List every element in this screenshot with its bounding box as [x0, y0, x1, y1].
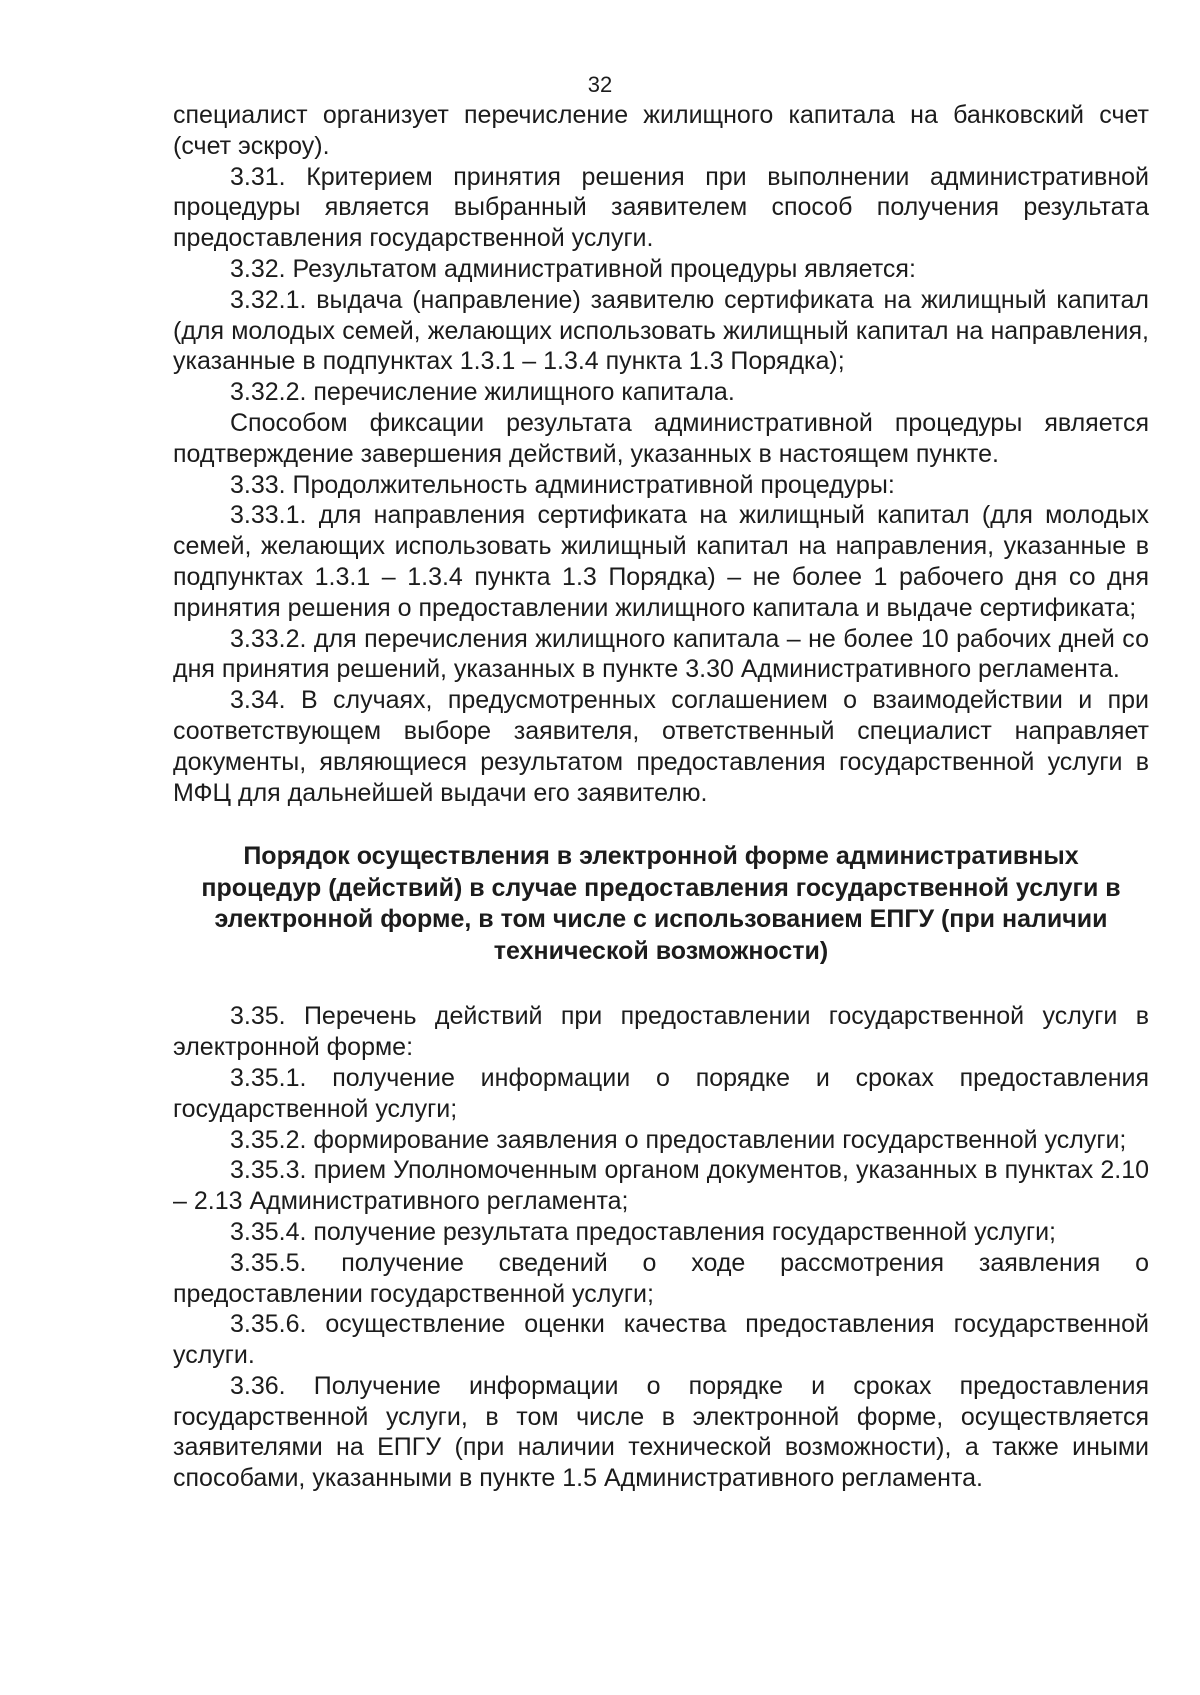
- paragraph-3-33: 3.33. Продолжительность административной процедуры:: [230, 470, 895, 499]
- paragraph-3-34: 3.34. В случаях, предусмотренных соглашением о взаимодействии и при соответствующем выборе заявителя, ответственный специалист направляет документы, являющиеся результатом предоставления государственной услуги в МФЦ для дальнейшей выдачи его заявителю.: [173, 686, 1149, 807]
- paragraph-3-31: 3.31. Критерием принятия решения при выполнении административной процедуры является выбранный заявителем способ получения результата предоставления государственной услуги.: [173, 162, 1149, 253]
- paragraph-3-33-1: 3.33.1. для направления сертификата на жилищный капитал (для молодых семей, желающих использовать жилищный капитал на направления, указанные в подпунктах 1.3.1 – 1.3.4 пункта 1.3 Порядка) – не более 1 рабочего дня со дня принятия решения о предоставлении жилищного капитала и выдаче сертификата;: [173, 501, 1149, 622]
- paragraph-3-35-6: 3.35.6. осуществление оценки качества предоставления государственной услуги.: [173, 1310, 1149, 1370]
- paragraph-3-35-5: 3.35.5. получение сведений о ходе рассмотрения заявления о предоставлении государственной услуги;: [173, 1248, 1149, 1308]
- paragraph-3-35-1: 3.35.1. получение информации о порядке и сроках предоставления государственной услуги;: [173, 1063, 1149, 1123]
- paragraph-3-35-3: 3.35.3. прием Уполномоченным органом документов, указанных в пунктах 2.10 – 2.13 Административного регламента;: [173, 1156, 1149, 1216]
- paragraph-3-35-4: 3.35.4. получение результата предоставления государственной услуги;: [230, 1217, 1056, 1246]
- section-heading: Порядок осуществления в электронной форме административных процедур (действий) в случае предоставления государственной услуги в электронной форме, в том числе с использованием ЕПГУ (при наличии технической возможности): [201, 842, 1121, 965]
- paragraph-3-35-2: 3.35.2. формирование заявления о предоставлении государственной услуги;: [230, 1125, 1127, 1154]
- paragraph-3-35: 3.35. Перечень действий при предоставлении государственной услуги в электронной форме:: [173, 1002, 1149, 1062]
- paragraph-3-33-2: 3.33.2. для перечисления жилищного капитала – не более 10 рабочих дней со дня принятия решений, указанных в пункте 3.30 Административного регламента.: [173, 624, 1149, 684]
- paragraph-3-32-2: 3.32.2. перечисление жилищного капитала.: [230, 378, 735, 407]
- paragraph-3-32: 3.32. Результатом административной процедуры является:: [230, 254, 916, 283]
- paragraph-continuation: специалист организует перечисление жилищного капитала на банковский счет (счет эскроу).: [173, 101, 1149, 160]
- paragraph-3-36: 3.36. Получение информации о порядке и сроках предоставления государственной услуги, в том числе в электронной форме, осуществляется заявителями на ЕПГУ (при наличии технической возможности), а также иными способами, указанными в пункте 1.5 Административного регламента.: [173, 1371, 1149, 1493]
- paragraph-fixation-method: Способом фиксации результата административной процедуры является подтверждение завершения действий, указанных в настоящем пункте.: [173, 408, 1149, 468]
- page-number: 32: [587, 72, 613, 97]
- document-body: [173, 100, 1149, 1494]
- paragraph-3-32-1: 3.32.1. выдача (направление) заявителю сертификата на жилищный капитал (для молодых семей, желающих использовать жилищный капитал на направления, указанные в подпунктах 1.3.1 – 1.3.4 пункта 1.3 Порядка);: [173, 285, 1149, 376]
